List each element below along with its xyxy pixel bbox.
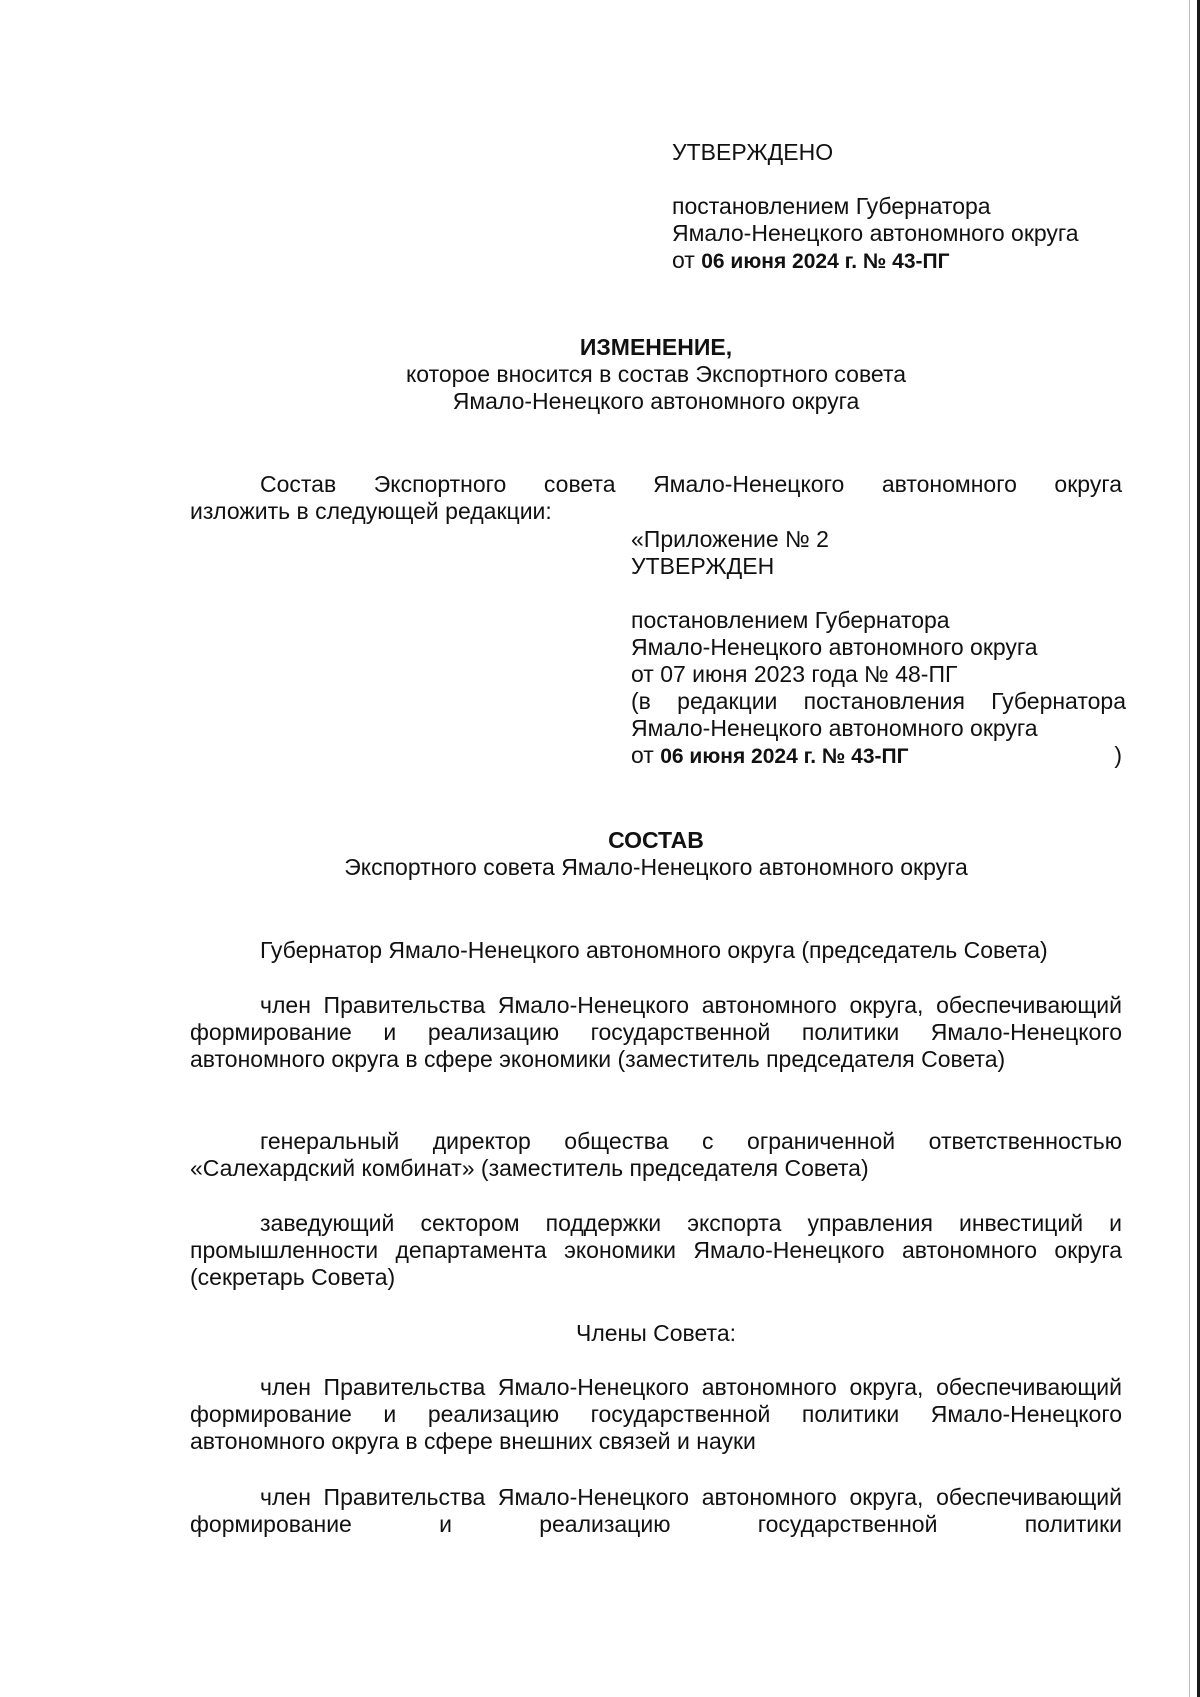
approval-block <box>672 139 1122 275</box>
approval-date-line <box>672 247 1122 275</box>
member-2: член Правительства Ямало-Ненецкого автономного округа, обеспечивающий формирование и реализацию государственной политики <box>190 1484 1122 1537</box>
intro-line-1: Состав Экспортного совета Ямало-Ненецкого автономного округа <box>260 471 1122 497</box>
member-deputy-2: генеральный директор общества с ограниченной ответственностью «Салехардский комбинат» (заместитель председателя Совета) <box>190 1128 1122 1181</box>
members-heading: Члены Совета: <box>575 1320 736 1346</box>
approval-date-number: 06 июня 2024 г. № 43-ПГ <box>701 250 950 273</box>
approval-line-2: Ямало-Ненецкого автономного округа <box>672 220 1079 246</box>
annex-line-3: постановлением Губернатора <box>631 607 950 633</box>
member-secretary: заведующий сектором поддержки экспорта управления инвестиций и промышленности департамента экономики Ямало-Ненецкого автономного округа (секретарь Совета) <box>190 1210 1122 1290</box>
approval-heading: УТВЕРЖДЕНО <box>672 139 834 165</box>
annex-line-6: (в редакции постановления Губернатора <box>631 688 1126 714</box>
change-subtitle-2: Ямало-Ненецкого автономного округа <box>452 388 860 414</box>
page-edge-shadow <box>1189 0 1190 1697</box>
change-title-block <box>190 334 1122 415</box>
annex-line-1: «Приложение № 2 <box>631 526 829 552</box>
member-chair: Губернатор Ямало-Ненецкого автономного округа (председатель Совета) <box>260 937 1048 963</box>
approval-line-1: постановлением Губернатора <box>672 193 991 219</box>
sostav-block <box>190 827 1122 881</box>
intro-line-2: изложить в следующей редакции: <box>190 498 552 524</box>
annex-line-2: УТВЕРЖДЕН <box>631 553 775 579</box>
sostav-title: СОСТАВ <box>608 827 704 853</box>
change-subtitle-1: которое вносится в состав Экспортного совета <box>405 361 907 387</box>
annex-date-number: 06 июня 2024 г. № 43-ПГ <box>660 745 909 768</box>
annex-close-paren: ) <box>1114 742 1122 768</box>
intro-paragraph <box>190 471 1122 525</box>
approval-date-prefix: от <box>672 247 695 273</box>
change-title: ИЗМЕНЕНИЕ, <box>579 334 733 360</box>
annex-line-5: от 07 июня 2023 года № 48-ПГ <box>631 661 958 687</box>
sostav-subtitle: Экспортного совета Ямало-Ненецкого автономного округа <box>344 854 968 880</box>
member-1: член Правительства Ямало-Ненецкого автономного округа, обеспечивающий формирование и реализацию государственной политики Ямало-Ненецкого автономного округа в сфере внешних связей и науки <box>190 1374 1122 1454</box>
annex-line-7: Ямало-Ненецкого автономного округа <box>631 715 1038 741</box>
annex-line-4: Ямало-Ненецкого автономного округа <box>631 634 1038 660</box>
annex-block <box>631 526 1126 770</box>
member-deputy-1: член Правительства Ямало-Ненецкого автономного округа, обеспечивающий формирование и реализацию государственной политики Ямало-Ненецкого автономного округа в сфере экономики (заместитель председателя Совета) <box>190 992 1122 1072</box>
annex-date-prefix: от <box>631 742 654 768</box>
annex-date-line <box>631 742 1126 770</box>
